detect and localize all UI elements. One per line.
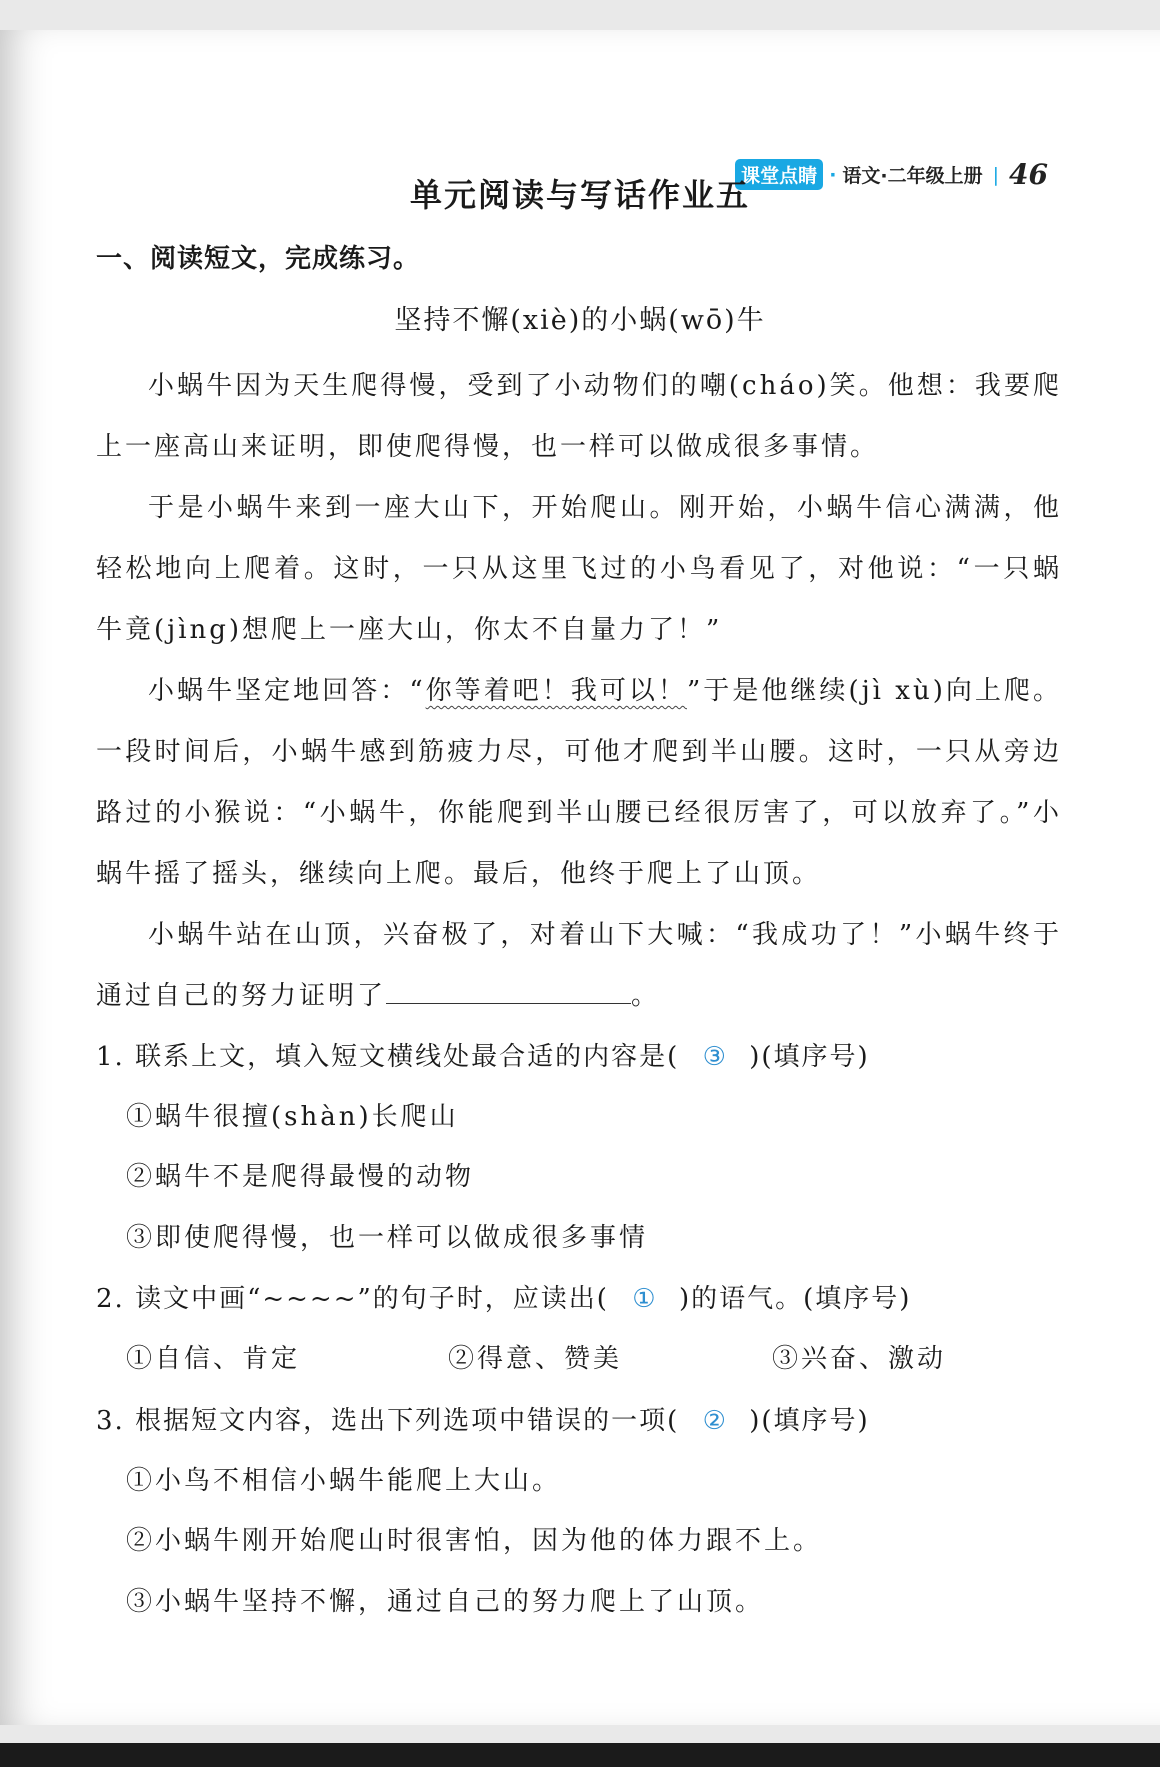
question-3-option-1: ①小鸟不相信小蜗牛能爬上大山。 — [126, 1466, 562, 1496]
p3-start: 小蜗牛坚定地回答：“ — [148, 676, 426, 706]
question-3-text: 3. 根据短文内容，选出下列选项中错误的一项( — [96, 1406, 680, 1436]
question-2-suffix: )的语气。(填序号) — [678, 1284, 912, 1314]
book-badge: 课堂点睛 — [735, 159, 823, 190]
story-paragraph-2: 于是小蜗牛来到一座大山下，开始爬山。刚开始，小蜗牛信心满满，他轻松地向上爬着。这时，一只从这里飞过的小鸟看见了，对他说：“一只蜗牛竟(jìng)想爬上一座大山，你太不自量力了！” — [96, 493, 1062, 645]
question-3 — [96, 1400, 870, 1437]
story-paragraph-3 — [96, 661, 1062, 905]
question-1-suffix: )(填序号) — [749, 1042, 870, 1072]
p4-start: 小蜗牛站在山顶，兴奋极了，对着山下大喊：“我成功了！”小蜗牛终于通过自己的努力证明了 — [96, 920, 1062, 1011]
story-body — [96, 356, 1062, 1027]
question-1-option-2: ②蜗牛不是爬得最慢的动物 — [126, 1162, 475, 1192]
worksheet-page — [0, 30, 1160, 1725]
question-3-suffix: )(填序号) — [749, 1406, 870, 1436]
question-3-option-2: ②小蜗牛刚开始爬山时很害怕，因为他的体力跟不上。 — [126, 1526, 823, 1556]
wavy-underlined-sentence: 你等着吧！我可以！ — [425, 676, 687, 706]
question-2-option-3: ③兴奋、激动 — [772, 1344, 947, 1374]
page-title: 单元阅读与写话作业五 — [409, 176, 750, 214]
question-1-text: 1. 联系上文，填入短文横线处最合适的内容是( — [96, 1042, 680, 1072]
question-3-answer[interactable]: ② — [702, 1406, 726, 1436]
question-1-option-3: ③即使爬得慢，也一样可以做成很多事情 — [126, 1223, 649, 1253]
story-paragraph-4 — [96, 905, 1062, 1027]
question-1-answer[interactable]: ③ — [702, 1042, 726, 1072]
story-paragraph-1: 小蜗牛因为天生爬得慢，受到了小动物们的嘲(cháo)笑。他想：我要爬上一座高山来证明，即使爬得慢，也一样可以做成很多事情。 — [96, 371, 1062, 462]
page-number: 46 — [1009, 158, 1048, 191]
section-heading: 一、阅读短文，完成练习。 — [96, 244, 421, 274]
question-3-option-3: ③小蜗牛坚持不懈，通过自己的努力爬上了山顶。 — [126, 1587, 765, 1617]
question-2-option-1: ①自信、肯定 — [126, 1344, 301, 1374]
question-1-option-1: ①蜗牛很擅(shàn)长爬山 — [126, 1102, 459, 1132]
question-1 — [96, 1036, 870, 1073]
header-dot: · — [829, 163, 837, 186]
fill-in-blank-line[interactable] — [386, 977, 631, 1004]
subject-label: 语文·二年级上册 — [842, 165, 983, 187]
question-2-answer[interactable]: ① — [632, 1284, 656, 1314]
p4-end: 。 — [631, 981, 661, 1011]
question-2-text: 2. 读文中画“~~~~”的句子时，应读出( — [96, 1284, 609, 1314]
question-2 — [96, 1278, 911, 1315]
p3-end: ”于是他继续(jì xù)向上爬。一段时间后，小蜗牛感到筋疲力尽，可他才爬到半山腰。这时，一只从旁边路过的小猴说：“小蜗牛，你能爬到半山腰已经很厉害了，可以放弃了。”小蜗牛摇了摇头，继续向上爬。最后，他终于爬上了山顶。 — [96, 676, 1062, 889]
bottom-bar — [0, 1743, 1160, 1767]
story-title: 坚持不懈(xiè)的小蜗(wō)牛 — [394, 305, 766, 336]
question-2-option-2: ②得意、赞美 — [448, 1344, 623, 1374]
header-separator: | — [992, 163, 1000, 186]
